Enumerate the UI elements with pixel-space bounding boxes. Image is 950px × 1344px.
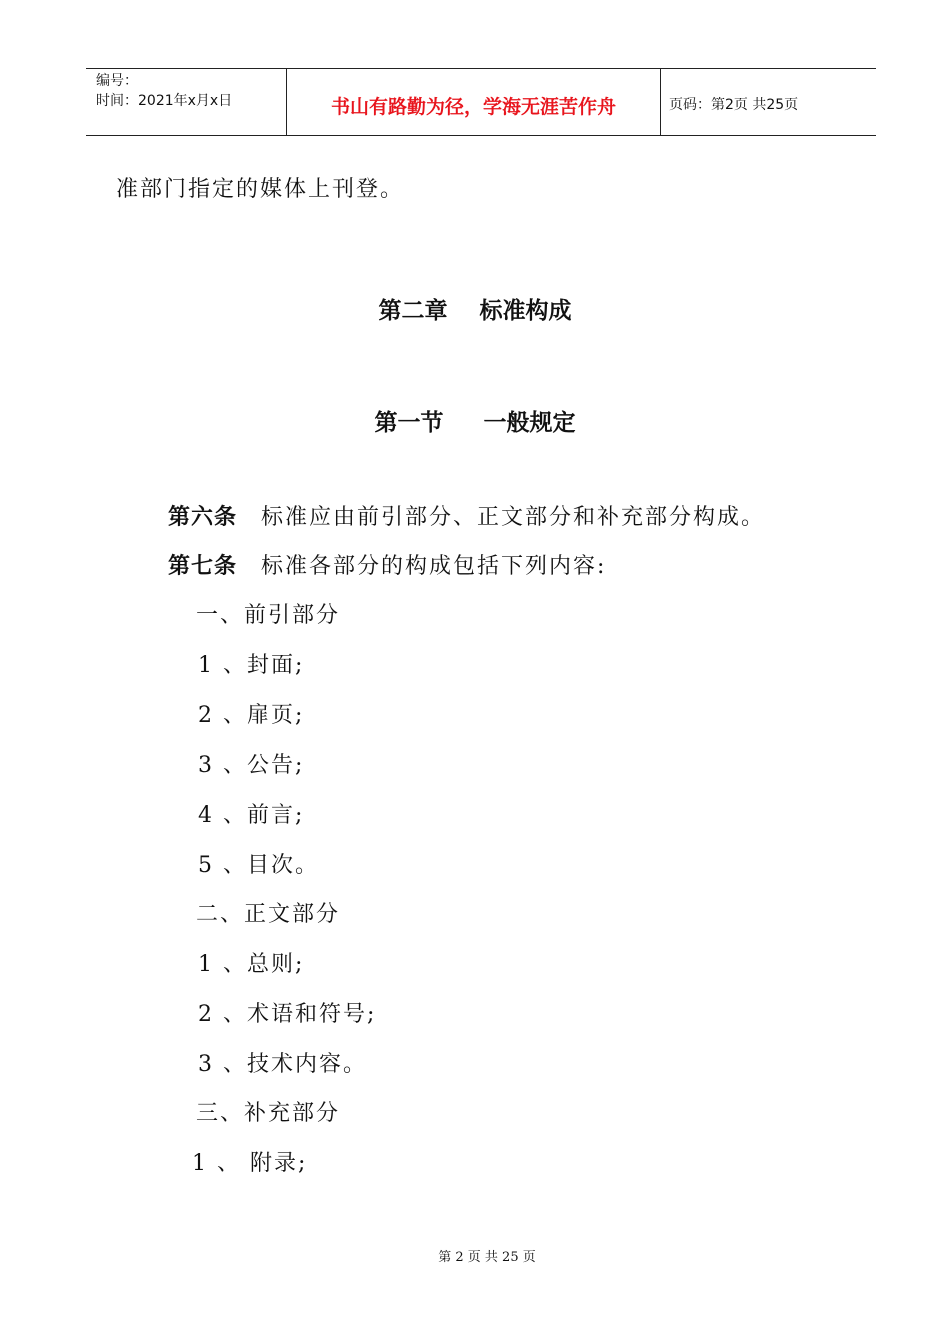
list-item: 1 、封面;: [198, 653, 305, 678]
list-item: 3 、公告;: [198, 753, 305, 778]
list-item: 2 、术语和符号;: [198, 1002, 377, 1027]
list-item: 3 、技术内容。: [198, 1052, 367, 1077]
list-item: 5 、目次。: [198, 853, 319, 878]
header-date-label: 时间：2021年x月x日: [96, 93, 233, 109]
list-item: 2 、扉页;: [198, 703, 305, 728]
header-page-cell: [661, 69, 876, 135]
header-motto-cell: [287, 69, 661, 135]
section-title: 第一节 一般规定: [374, 410, 576, 436]
list-item: 1 、 附录;: [192, 1151, 308, 1176]
header-number-label: 编号：: [96, 73, 138, 89]
article-seven-text: 标准各部分的构成包括下列内容:: [261, 554, 607, 579]
list-item: 三、补充部分: [196, 1101, 341, 1126]
page-footer: 第 2 页 共 25 页: [438, 1250, 536, 1265]
page-header: [86, 68, 876, 136]
list-item: 一、前引部分: [196, 603, 341, 628]
header-page-label: 页码：第2页 共25页: [669, 97, 799, 113]
chapter-title: 第二章 标准构成: [378, 298, 572, 324]
article-six-text: 标准应由前引部分、正文部分和补充部分构成。: [261, 505, 766, 530]
header-motto: 书山有路勤为径，学海无涯苦作舟: [330, 95, 616, 118]
article-seven-label: 第七条: [168, 554, 238, 579]
list-item: 4 、前言;: [198, 803, 305, 828]
article-six-label: 第六条: [168, 505, 238, 530]
article-six: [168, 500, 765, 531]
continuation-text: 准部门指定的媒体上刊登。: [116, 177, 405, 202]
list-item: 二、正文部分: [196, 902, 341, 927]
header-meta-cell: [86, 69, 287, 135]
article-seven: [168, 549, 606, 580]
list-item: 1 、总则;: [198, 952, 305, 977]
